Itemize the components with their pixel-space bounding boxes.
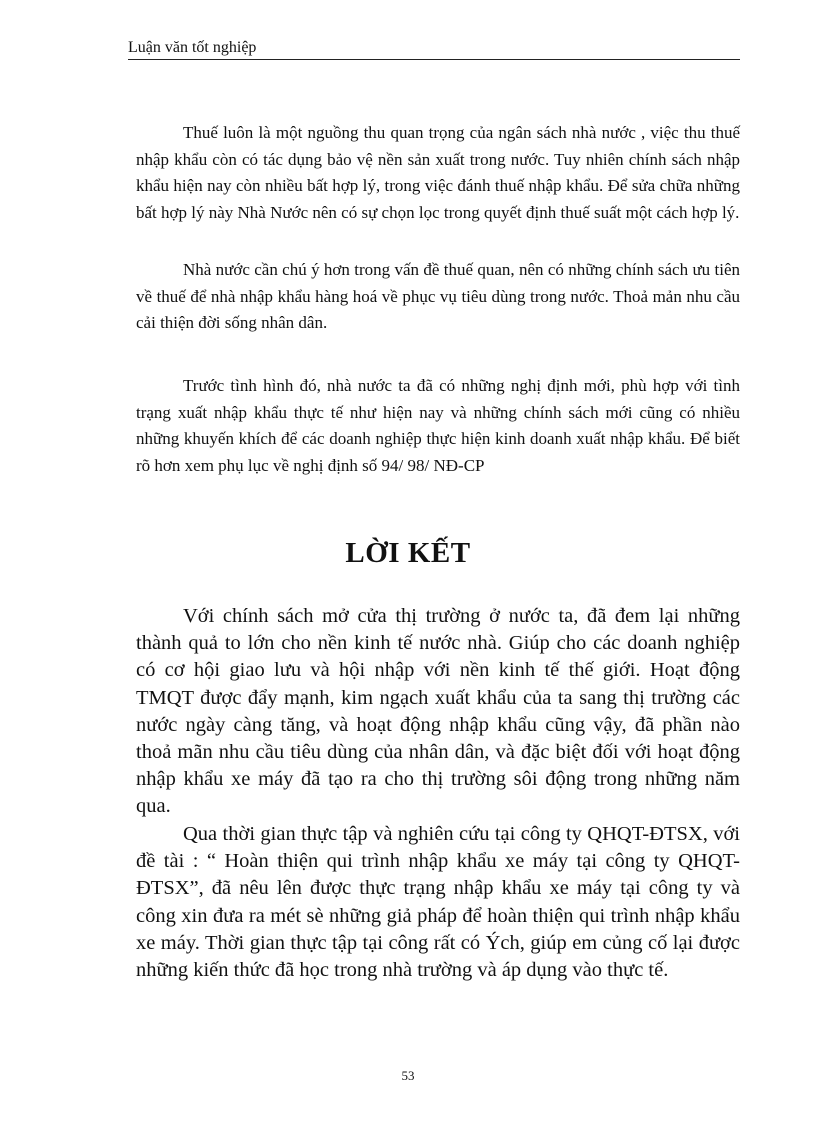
- paragraph-conclusion-opening: Với chính sách mở cửa thị trường ở nước ta, đã đem lại những thành quả to lớn cho nền kinh tế nước nhà. Giúp cho các doanh nghiệp có cơ hội giao lưu và hội nhập với nền kinh tế thế giới. Hoạt động TMQT được đẩy mạnh, kim ngạch xuất khẩu của ta sang thị trường các nước ngày càng tăng, và hoạt động nhập khẩu cũng vậy, đã phần nào thoả mãn nhu cầu tiêu dùng của nhân dân, và đặc biệt đối với hoạt động nhập khẩu xe máy đã tạo ra cho thị trường sôi động trong những năm qua.: [136, 605, 740, 818]
- page-number: 53: [401, 1068, 415, 1083]
- paragraph-tax-revenue: Thuế luôn là một nguồng thu quan trọng của ngân sách nhà nước , việc thu thuế nhập khẩu còn có tác dụng bảo vệ nền sản xuất trong nước. Tuy nhiên chính sách nhập khẩu hiện nay còn nhiều bất hợp lý, trong việc đánh thuế nhập khẩu. Để sửa chữa những bất hợp lý này Nhà Nước nên có sự chọn lọc trong quyết định thuế suất một cách hợp lý.: [136, 123, 740, 222]
- section-title-conclusion: LỜI KẾT: [345, 537, 471, 569]
- paragraph-conclusion-internship: Qua thời gian thực tập và nghiên cứu tại công ty QHQT-ĐTSX, với đề tài : “ Hoàn thiện qui trình nhập khẩu xe máy tại công ty QHQT-ĐTSX”, đã nêu lên được thực trạng nhập khẩu xe máy tại công ty và công xin đưa ra mét sè những giả pháp để hoàn thiện qui trình nhập khẩu xe máy. Thời gian thực tập tại công rất có Ých, giúp em củng cố lại được những kiến thức đã học trong nhà trường và áp dụng vào thực tế.: [136, 823, 740, 982]
- paragraph-new-decrees: Trước tình hình đó, nhà nước ta đã có những nghị định mới, phù hợp với tình trạng xuất nhập khẩu thực tế như hiện nay và những chính sách mới cũng có nhiều những khuyến khích để các doanh nghiệp thực hiện kinh doanh xuất nhập khẩu. Để biết rõ hơn xem phụ lục về nghị định số 94/ 98/ NĐ-CP: [136, 376, 740, 475]
- running-header: Luận văn tốt nghiệp: [128, 38, 740, 60]
- paragraph-tax-policy: Nhà nước cần chú ý hơn trong vấn đề thuế quan, nên có những chính sách ưu tiên về thuế để nhà nhập khẩu hàng hoá về phục vụ tiêu dùng trong nước. Thoả mản nhu cầu cải thiện đời sống nhân dân.: [136, 260, 740, 332]
